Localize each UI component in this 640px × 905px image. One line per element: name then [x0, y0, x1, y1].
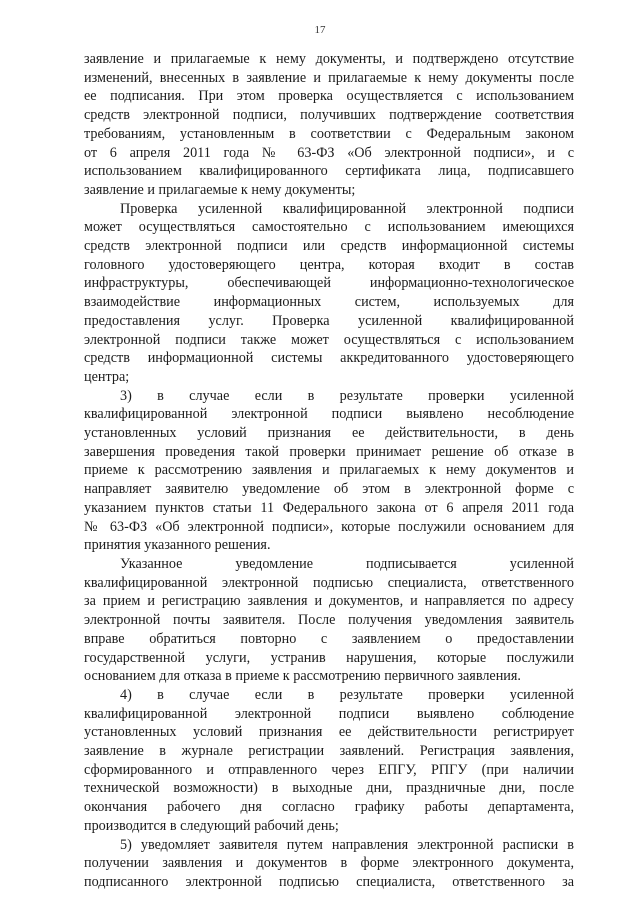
text-line: может осуществляться самостоятельно с использованием имеющихся: [84, 219, 574, 236]
text-line: технической возможности) в выходные дни, праздничные дни, после: [84, 780, 574, 797]
text-line: требованиям, установленным в соответствии с Федеральным законом: [84, 125, 574, 142]
text-line: Указанное уведомление подписывается усиленной: [120, 555, 574, 572]
text-line: средств электронной подписи, получивших подтверждение соответствия: [84, 107, 574, 124]
text-line: принятия указанного решения.: [84, 537, 271, 554]
text-line: направляет заявителю уведомление об этом в электронной форме с: [84, 481, 574, 498]
text-line: подписанного электронной подписью специалиста, ответственного за: [84, 873, 574, 890]
text-line: заявление и прилагаемые к нему документы, и подтверждено отсутствие: [84, 51, 574, 67]
text-line: инфраструктуры, обеспечивающей информационно-технологическое: [84, 275, 574, 292]
text-line: производится в следующий рабочий день;: [84, 817, 339, 834]
text-line: головного удостоверяющего центра, которая входит в состав: [84, 256, 574, 273]
paragraph: [84, 387, 574, 555]
page-number: 17: [314, 24, 326, 36]
paragraph: [84, 50, 574, 200]
text-line: предоставления услуг. Проверка усиленной квалифицированной: [84, 312, 574, 329]
text-line: изменений, внесенных в заявление и прилагаемые к нему документы после: [84, 69, 574, 86]
text-line: заявление в журнале регистрации заявлений. Регистрация заявления,: [84, 743, 574, 760]
text-line: Проверка усиленной квалифицированной электронной подписи: [120, 200, 574, 217]
text-line: завершения проведения такой проверки принимает решение об отказе в: [84, 443, 574, 460]
text-line: установленных условий признания ее действительности, в день: [84, 425, 574, 442]
text-line: средств информационной системы аккредитованного удостоверяющего: [84, 350, 574, 367]
text-line: 3) в случае если в результате проверки усиленной: [120, 387, 574, 404]
text-line: взаимодействие информационных систем, используемых для: [84, 294, 574, 311]
text-line: средств электронной подписи или средств информационной системы: [84, 238, 574, 255]
paragraph: [84, 836, 574, 892]
text-line: квалифицированной электронной подписи выявлено несоблюдение: [84, 406, 574, 423]
text-line: получении заявления и документов в форме электронного документа,: [84, 855, 574, 872]
text-line: электронной почты заявителя. После получения уведомления заявитель: [84, 612, 574, 629]
text-line: заявление и прилагаемые к нему документы;: [84, 181, 356, 198]
text-line: центра;: [84, 368, 130, 385]
text-line: приеме к рассмотрению заявления и прилагаемых к нему документов и: [84, 462, 574, 479]
text-line: квалифицированной электронной подписью специалиста, ответственного: [84, 574, 574, 591]
document-body: [84, 50, 574, 892]
text-line: 4) в случае если в результате проверки усиленной: [120, 686, 574, 703]
text-line: от 6 апреля 2011 года № 63-ФЗ «Об электронной подписи», и с: [84, 144, 574, 161]
text-line: установленных условий признания ее действительности регистрирует: [84, 724, 574, 741]
text-line: указанием пунктов статьи 11 Федерального закона от 6 апреля 2011 года: [84, 499, 574, 516]
text-line: ее подписания. При этом проверка осуществляется с использованием: [84, 88, 574, 105]
text-line: квалифицированной электронной подписи выявлено соблюдение: [84, 705, 574, 722]
paragraph: [84, 555, 574, 686]
text-line: окончания рабочего дня согласно графику работы департамента,: [84, 799, 574, 816]
text-line: 5) уведомляет заявителя путем направления электронной расписки в: [120, 836, 574, 853]
text-line: электронной подписи также может осуществляться с использованием: [84, 331, 574, 348]
text-line: сформированного и отправленного через ЕПГУ, РПГУ (при наличии: [84, 761, 574, 778]
text-line: основанием для отказа в приеме к рассмотрению первичного заявления.: [84, 668, 521, 685]
text-line: использованием квалифицированного сертификата лица, подписавшего: [84, 163, 574, 180]
paragraph: [84, 200, 574, 387]
text-line: государственной услуги, устранив нарушения, которые послужили: [84, 649, 574, 666]
text-line: вправе обратиться повторно с заявлением о предоставлении: [84, 630, 574, 647]
text-line: № 63-ФЗ «Об электронной подписи», которые послужили основанием для: [84, 518, 574, 535]
text-line: за прием и регистрацию заявления и документов, и направляется по адресу: [84, 593, 574, 610]
paragraph: [84, 686, 574, 836]
